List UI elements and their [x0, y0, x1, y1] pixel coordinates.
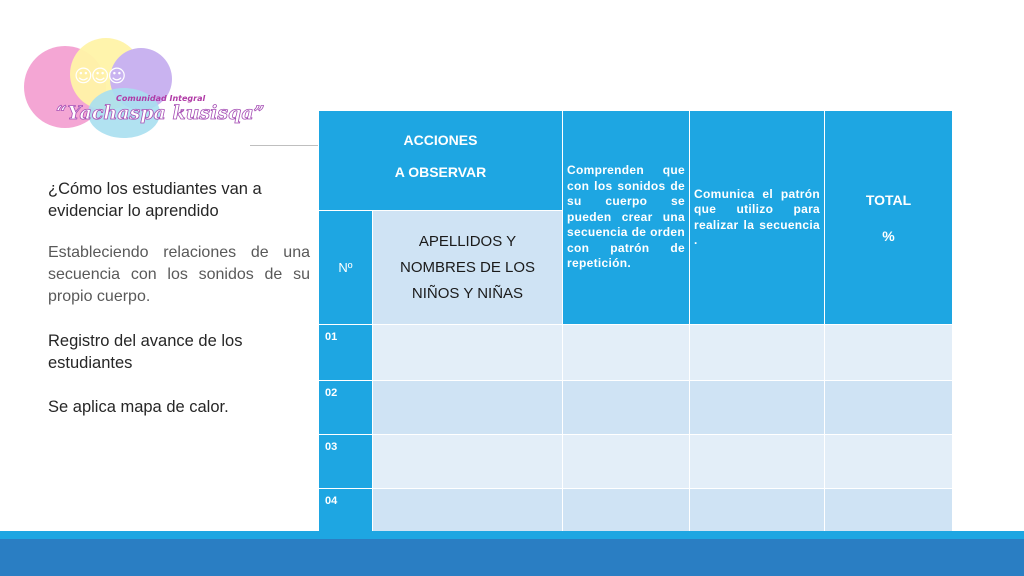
footer-bar — [0, 539, 1024, 576]
question-heading: ¿Cómo los estudiantes van a evidenciar lo aprendido — [48, 180, 262, 220]
name-cell[interactable] — [373, 325, 563, 381]
total-cell[interactable] — [825, 381, 953, 435]
criterion-1-cell[interactable] — [563, 325, 690, 381]
row-number: 01 — [319, 325, 373, 381]
acciones-header — [319, 111, 563, 211]
registro-text: Registro del avance de los estudiantes — [48, 332, 243, 372]
names-line-1: APELLIDOS Y — [418, 232, 517, 250]
criterion-2-cell[interactable] — [690, 435, 825, 489]
number-header: Nº — [319, 211, 373, 325]
divider-line — [250, 145, 320, 146]
row-number: 02 — [319, 381, 373, 435]
logo-line-2: “Yachaspa kusisqa” — [56, 102, 265, 124]
acciones-line-2: A OBSERVAR — [394, 163, 487, 180]
total-cell[interactable] — [825, 435, 953, 489]
criterion-1-cell[interactable] — [563, 435, 690, 489]
footer-accent-bar — [0, 531, 1024, 539]
table-row — [319, 435, 953, 489]
total-label: TOTAL — [865, 191, 912, 208]
total-cell[interactable] — [825, 325, 953, 381]
logo-line-1: Comunidad Integral — [116, 94, 206, 103]
strategy-text: Estableciendo relaciones de una secuencia con los sonidos de su propio cuerpo. — [48, 244, 310, 305]
row-number: 03 — [319, 435, 373, 489]
observation-table — [318, 110, 953, 543]
names-line-2: NOMBRES DE LOS — [399, 258, 536, 276]
children-figures-icon: ☺☺☺ — [74, 66, 125, 87]
criterion-2-header: Comunica el patrón que utilizo para realizar la secuencia . — [690, 111, 825, 325]
table-row — [319, 381, 953, 435]
criterion-1-header: Comprenden que con los sonidos de su cuerpo se pueden crear una secuencia de orden con patrón de repetición. — [563, 111, 690, 325]
names-line-3: NIÑOS Y NIÑAS — [411, 284, 524, 302]
criterion-2-cell[interactable] — [690, 381, 825, 435]
percent-label: % — [882, 227, 895, 244]
table-row — [319, 325, 953, 381]
name-cell[interactable] — [373, 381, 563, 435]
names-header — [373, 211, 563, 325]
logo — [18, 36, 265, 136]
criterion-2-cell[interactable] — [690, 325, 825, 381]
row-number: 04 — [319, 489, 373, 543]
acciones-line-1: ACCIONES — [403, 131, 478, 148]
name-cell[interactable] — [373, 435, 563, 489]
criterion-1-cell[interactable] — [563, 381, 690, 435]
total-header — [825, 111, 953, 325]
mapa-calor-text: Se aplica mapa de calor. — [48, 398, 229, 416]
